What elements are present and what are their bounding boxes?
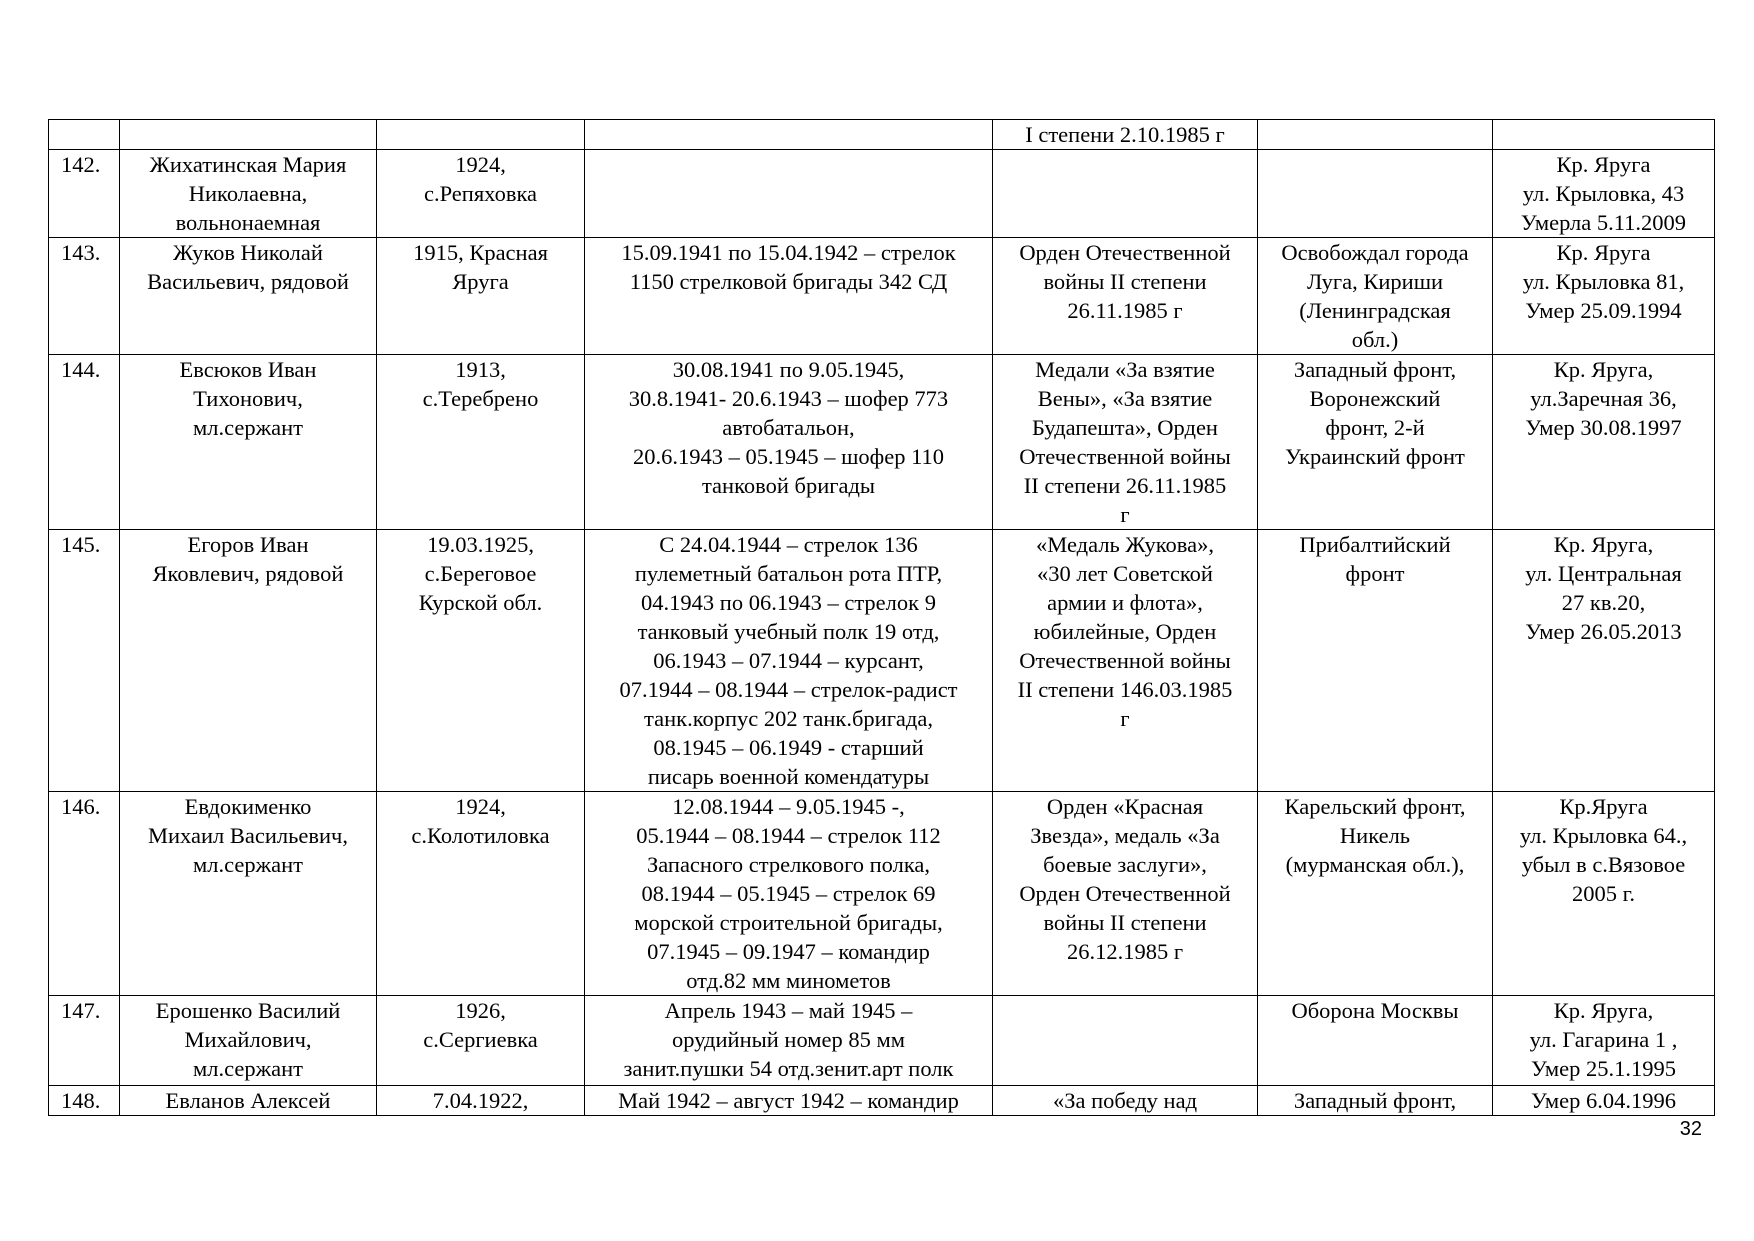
service-history-cell bbox=[585, 792, 993, 996]
cell-text-line: 08.1944 – 05.1945 – стрелок 69 bbox=[641, 881, 936, 906]
cell-text-line: 144. bbox=[61, 357, 101, 382]
cell-text-line bbox=[591, 120, 986, 149]
cell-text-line: Умер 25.1.1995 bbox=[1530, 1056, 1677, 1081]
address-notes-cell bbox=[1493, 792, 1715, 996]
cell-text-line: Яковлевич, рядовой bbox=[152, 561, 344, 586]
awards-cell bbox=[993, 530, 1258, 792]
cell-text-line: 142. bbox=[61, 152, 101, 177]
cell-text-line: Апрель 1943 – май 1945 – bbox=[664, 998, 913, 1023]
full-name-rank-cell bbox=[120, 530, 377, 792]
fronts-battles-cell bbox=[1258, 120, 1493, 150]
cell-text-line: ул. Гагарина 1 , bbox=[1529, 1027, 1678, 1052]
cell-text-line: Кр.Яруга bbox=[1559, 794, 1648, 819]
cell-text-line: 04.1943 по 06.1943 – стрелок 9 bbox=[641, 590, 936, 615]
cell-text-line: 07.1945 – 09.1947 – командир bbox=[647, 939, 930, 964]
cell-text-line: 15.09.1941 по 15.04.1942 – стрелок bbox=[621, 240, 956, 265]
service-history-cell bbox=[585, 1086, 993, 1116]
cell-text-line: Западный фронт, bbox=[1293, 1088, 1457, 1113]
fronts-battles-cell bbox=[1258, 996, 1493, 1086]
birth-year-place-cell bbox=[377, 355, 585, 530]
cell-text-line bbox=[1264, 150, 1486, 179]
cell-text-line: 08.1945 – 06.1949 - старший bbox=[653, 735, 924, 760]
cell-text-line: Умер 26.05.2013 bbox=[1525, 619, 1682, 644]
cell-text-line: Освобождал города bbox=[1281, 240, 1469, 265]
cell-text-line bbox=[1264, 120, 1486, 149]
record-number-cell bbox=[49, 530, 120, 792]
service-history-cell bbox=[585, 530, 993, 792]
cell-text-line: танк.корпус 202 танк.бригада, bbox=[644, 706, 933, 731]
cell-text-line: Воронежский bbox=[1309, 386, 1441, 411]
record-number-cell bbox=[49, 238, 120, 355]
birth-year-place-cell bbox=[377, 238, 585, 355]
cell-text-line bbox=[591, 150, 986, 179]
cell-text-line: Николаевна, bbox=[188, 181, 308, 206]
cell-text-line: армии и флота», bbox=[1047, 590, 1203, 615]
page-number: 32 bbox=[1679, 1118, 1702, 1140]
cell-text-line: 20.6.1943 – 05.1945 – шофер 110 bbox=[632, 444, 945, 469]
record-number-cell bbox=[49, 1086, 120, 1116]
cell-text-line: «30 лет Советской bbox=[1037, 561, 1213, 586]
service-history-cell bbox=[585, 150, 993, 238]
birth-year-place-cell bbox=[377, 996, 585, 1086]
cell-text-line: Кр. Яруга, bbox=[1553, 532, 1654, 557]
cell-text-line: 06.1943 – 07.1944 – курсант, bbox=[653, 648, 924, 673]
cell-text-line: 1150 стрелковой бригады 342 СД bbox=[629, 269, 948, 294]
cell-text-line: Яруга bbox=[452, 269, 509, 294]
cell-text-line: Кр. Яруга, bbox=[1553, 357, 1654, 382]
cell-text-line: 27 кв.20, bbox=[1561, 590, 1646, 615]
records-table-body bbox=[49, 120, 1715, 1116]
cell-text-line: ул. Крыловка, 43 bbox=[1522, 181, 1685, 206]
cell-text-line: С 24.04.1944 – стрелок 136 bbox=[659, 532, 918, 557]
cell-text-line: г bbox=[1120, 502, 1130, 527]
cell-text-line: ул. Центральная bbox=[1525, 561, 1682, 586]
cell-text-line: Кр. Яруга, bbox=[1553, 998, 1654, 1023]
cell-text-line: войны II степени bbox=[1043, 269, 1207, 294]
cell-text-line: с.Береговое bbox=[424, 561, 537, 586]
cell-text-line: Никель bbox=[1339, 823, 1411, 848]
fronts-battles-cell bbox=[1258, 238, 1493, 355]
cell-text-line: Орден Отечественной bbox=[1019, 881, 1231, 906]
record-number-cell bbox=[49, 355, 120, 530]
fronts-battles-cell bbox=[1258, 355, 1493, 530]
address-notes-cell bbox=[1493, 530, 1715, 792]
cell-text-line: Май 1942 – август 1942 – командир bbox=[618, 1088, 959, 1113]
cell-text-line: пулеметный батальон рота ПТР, bbox=[634, 561, 943, 586]
cell-text-line: 7.04.1922, bbox=[432, 1088, 529, 1113]
cell-text-line: Умерла 5.11.2009 bbox=[1520, 210, 1687, 235]
birth-year-place-cell bbox=[377, 530, 585, 792]
cell-text-line: Умер 30.08.1997 bbox=[1525, 415, 1682, 440]
cell-text-line: ул. Крыловка 64., bbox=[1519, 823, 1688, 848]
full-name-rank-cell bbox=[120, 792, 377, 996]
cell-text-line: Евдокименко bbox=[184, 794, 312, 819]
cell-text-line: Умер 25.09.1994 bbox=[1525, 298, 1682, 323]
cell-text-line: 1924, bbox=[455, 152, 506, 177]
cell-text-line: (мурманская обл.), bbox=[1285, 852, 1465, 877]
cell-text-line bbox=[1499, 120, 1708, 149]
cell-text-line: Михайлович, bbox=[184, 1027, 312, 1052]
cell-text-line: 143. bbox=[61, 240, 101, 265]
cell-text-line: Михаил Васильевич, bbox=[148, 823, 348, 848]
awards-cell bbox=[993, 1086, 1258, 1116]
cell-text-line: Орден Отечественной bbox=[1019, 240, 1231, 265]
cell-text-line: писарь военной комендатуры bbox=[647, 764, 930, 789]
record-number-cell bbox=[49, 792, 120, 996]
cell-text-line: с.Сергиевка bbox=[423, 1027, 538, 1052]
awards-cell bbox=[993, 120, 1258, 150]
cell-text-line: Западный фронт, bbox=[1293, 357, 1457, 382]
cell-text-line: орудийный номер 85 мм bbox=[672, 1027, 905, 1052]
cell-text-line: 146. bbox=[61, 794, 101, 819]
cell-text-line: Украинский фронт bbox=[1285, 444, 1465, 469]
cell-text-line: Будапешта», Орден bbox=[1032, 415, 1218, 440]
full-name-rank-cell bbox=[120, 355, 377, 530]
table-row bbox=[49, 355, 1715, 530]
full-name-rank-cell bbox=[120, 150, 377, 238]
cell-text-line bbox=[126, 120, 370, 149]
cell-text-line: Евланов Алексей bbox=[165, 1088, 331, 1113]
cell-text-line: Жуков Николай bbox=[173, 240, 323, 265]
service-history-cell bbox=[585, 996, 993, 1086]
cell-text-line: Отечественной войны bbox=[1019, 444, 1231, 469]
cell-text-line: ул. Крыловка 81, bbox=[1522, 269, 1685, 294]
cell-text-line: (Ленинградская bbox=[1299, 298, 1451, 323]
birth-year-place-cell bbox=[377, 1086, 585, 1116]
cell-text-line: Курской обл. bbox=[418, 590, 543, 615]
cell-text-line: II степени 26.11.1985 bbox=[1023, 473, 1227, 498]
record-number-cell bbox=[49, 120, 120, 150]
table-row bbox=[49, 792, 1715, 996]
cell-text-line: вольнонаемная bbox=[175, 210, 321, 235]
cell-text-line: Кр. Яруга bbox=[1556, 152, 1651, 177]
cell-text-line: 1915, Красная bbox=[413, 240, 548, 265]
cell-text-line: убыл в с.Вязовое bbox=[1521, 852, 1686, 877]
cell-text-line: Жихатинская Мария bbox=[149, 152, 347, 177]
cell-text-line: 147. bbox=[61, 998, 101, 1023]
cell-text-line: фронт, 2-й bbox=[1325, 415, 1425, 440]
fronts-battles-cell bbox=[1258, 1086, 1493, 1116]
fronts-battles-cell bbox=[1258, 530, 1493, 792]
birth-year-place-cell bbox=[377, 792, 585, 996]
cell-text-line: Орден «Красная bbox=[1046, 794, 1204, 819]
cell-text-line: занит.пушки 54 отд.зенит.арт полк bbox=[623, 1056, 954, 1081]
cell-text-line: II степени 146.03.1985 bbox=[1017, 677, 1233, 702]
service-history-cell bbox=[585, 238, 993, 355]
cell-text-line: Луга, Кириши bbox=[1306, 269, 1444, 294]
address-notes-cell bbox=[1493, 238, 1715, 355]
cell-text-line: 07.1944 – 08.1944 – стрелок-радист bbox=[619, 677, 958, 702]
cell-text-line: с.Колотиловка bbox=[411, 823, 550, 848]
cell-text-line: фронт bbox=[1345, 561, 1405, 586]
awards-cell bbox=[993, 355, 1258, 530]
cell-text-line: 26.11.1985 г bbox=[1067, 298, 1183, 323]
cell-text-line: юбилейные, Орден bbox=[1033, 619, 1217, 644]
service-history-cell bbox=[585, 120, 993, 150]
full-name-rank-cell bbox=[120, 120, 377, 150]
cell-text-line: танковой бригады bbox=[701, 473, 876, 498]
cell-text-line: Запасного стрелкового полка, bbox=[646, 852, 931, 877]
fronts-battles-cell bbox=[1258, 792, 1493, 996]
cell-text-line: Прибалтийский bbox=[1299, 532, 1451, 557]
cell-text-line: 1926, bbox=[455, 998, 506, 1023]
cell-text-line: мл.сержант bbox=[193, 415, 303, 440]
address-notes-cell bbox=[1493, 996, 1715, 1086]
cell-text-line: 1913, bbox=[455, 357, 506, 382]
full-name-rank-cell bbox=[120, 238, 377, 355]
cell-text-line: Ерошенко Василий bbox=[155, 998, 341, 1023]
cell-text-line: Медали «За взятие bbox=[1035, 357, 1215, 382]
cell-text-line: танковый учебный полк 19 отд, bbox=[637, 619, 940, 644]
cell-text-line: Оборона Москвы bbox=[1291, 998, 1459, 1023]
cell-text-line: 05.1944 – 08.1944 – стрелок 112 bbox=[636, 823, 941, 848]
table-row bbox=[49, 530, 1715, 792]
cell-text-line: Васильевич, рядовой bbox=[147, 269, 349, 294]
cell-text-line: г bbox=[1120, 706, 1130, 731]
full-name-rank-cell bbox=[120, 1086, 377, 1116]
cell-text-line: 1924, bbox=[455, 794, 506, 819]
awards-cell bbox=[993, 792, 1258, 996]
table-row bbox=[49, 120, 1715, 150]
cell-text-line: «Медаль Жукова», bbox=[1036, 532, 1214, 557]
cell-text-line: морской строительной бригады, bbox=[634, 910, 943, 935]
cell-text-line: Отечественной войны bbox=[1019, 648, 1231, 673]
cell-text-line bbox=[999, 996, 1251, 1025]
cell-text-line: автобатальон, bbox=[722, 415, 855, 440]
cell-text-line: I степени 2.10.1985 г bbox=[1025, 122, 1225, 147]
cell-text-line: Кр. Яруга bbox=[1556, 240, 1651, 265]
cell-text-line bbox=[999, 150, 1251, 179]
cell-text-line: 145. bbox=[61, 532, 101, 557]
cell-text-line: с.Репяховка bbox=[423, 181, 538, 206]
cell-text-line: мл.сержант bbox=[193, 852, 303, 877]
cell-text-line: Вены», «За взятие bbox=[1037, 386, 1213, 411]
table-row bbox=[49, 1086, 1715, 1116]
awards-cell bbox=[993, 996, 1258, 1086]
awards-cell bbox=[993, 150, 1258, 238]
cell-text-line bbox=[383, 120, 578, 149]
cell-text-line: 19.03.1925, bbox=[427, 532, 534, 557]
cell-text-line: Евсюков Иван bbox=[179, 357, 317, 382]
veterans-records-table bbox=[48, 119, 1715, 1116]
table-row bbox=[49, 150, 1715, 238]
record-number-cell bbox=[49, 996, 120, 1086]
birth-year-place-cell bbox=[377, 150, 585, 238]
birth-year-place-cell bbox=[377, 120, 585, 150]
cell-text-line: отд.82 мм минометов bbox=[686, 968, 891, 993]
cell-text-line: Карельский фронт, bbox=[1284, 794, 1466, 819]
cell-text-line: 2005 г. bbox=[1572, 881, 1635, 906]
record-number-cell bbox=[49, 150, 120, 238]
service-history-cell bbox=[585, 355, 993, 530]
cell-text-line: Тихонович, bbox=[193, 386, 303, 411]
cell-text-line: 26.12.1985 г bbox=[1066, 939, 1184, 964]
cell-text-line: ул.Заречная 36, bbox=[1530, 386, 1677, 411]
address-notes-cell bbox=[1493, 1086, 1715, 1116]
address-notes-cell bbox=[1493, 150, 1715, 238]
cell-text-line: 30.8.1941- 20.6.1943 – шофер 773 bbox=[628, 386, 949, 411]
address-notes-cell bbox=[1493, 120, 1715, 150]
cell-text-line: 148. bbox=[61, 1088, 101, 1113]
cell-text-line: Егоров Иван bbox=[187, 532, 309, 557]
cell-text-line: Умер 6.04.1996 bbox=[1530, 1088, 1677, 1113]
cell-text-line: с.Теребрено bbox=[422, 386, 539, 411]
cell-text-line: войны II степени bbox=[1043, 910, 1207, 935]
cell-text-line: «За победу над bbox=[1052, 1088, 1198, 1113]
awards-cell bbox=[993, 238, 1258, 355]
address-notes-cell bbox=[1493, 355, 1715, 530]
table-row bbox=[49, 238, 1715, 355]
cell-text-line: боевые заслуги», bbox=[1043, 852, 1207, 877]
full-name-rank-cell bbox=[120, 996, 377, 1086]
table-row bbox=[49, 996, 1715, 1086]
cell-text-line: Звезда», медаль «За bbox=[1030, 823, 1220, 848]
cell-text-line bbox=[61, 120, 113, 149]
fronts-battles-cell bbox=[1258, 150, 1493, 238]
cell-text-line: обл.) bbox=[1351, 327, 1399, 352]
cell-text-line: 30.08.1941 по 9.05.1945, bbox=[672, 357, 905, 382]
cell-text-line: 12.08.1944 – 9.05.1945 -, bbox=[672, 794, 905, 819]
cell-text-line: мл.сержант bbox=[193, 1056, 303, 1081]
